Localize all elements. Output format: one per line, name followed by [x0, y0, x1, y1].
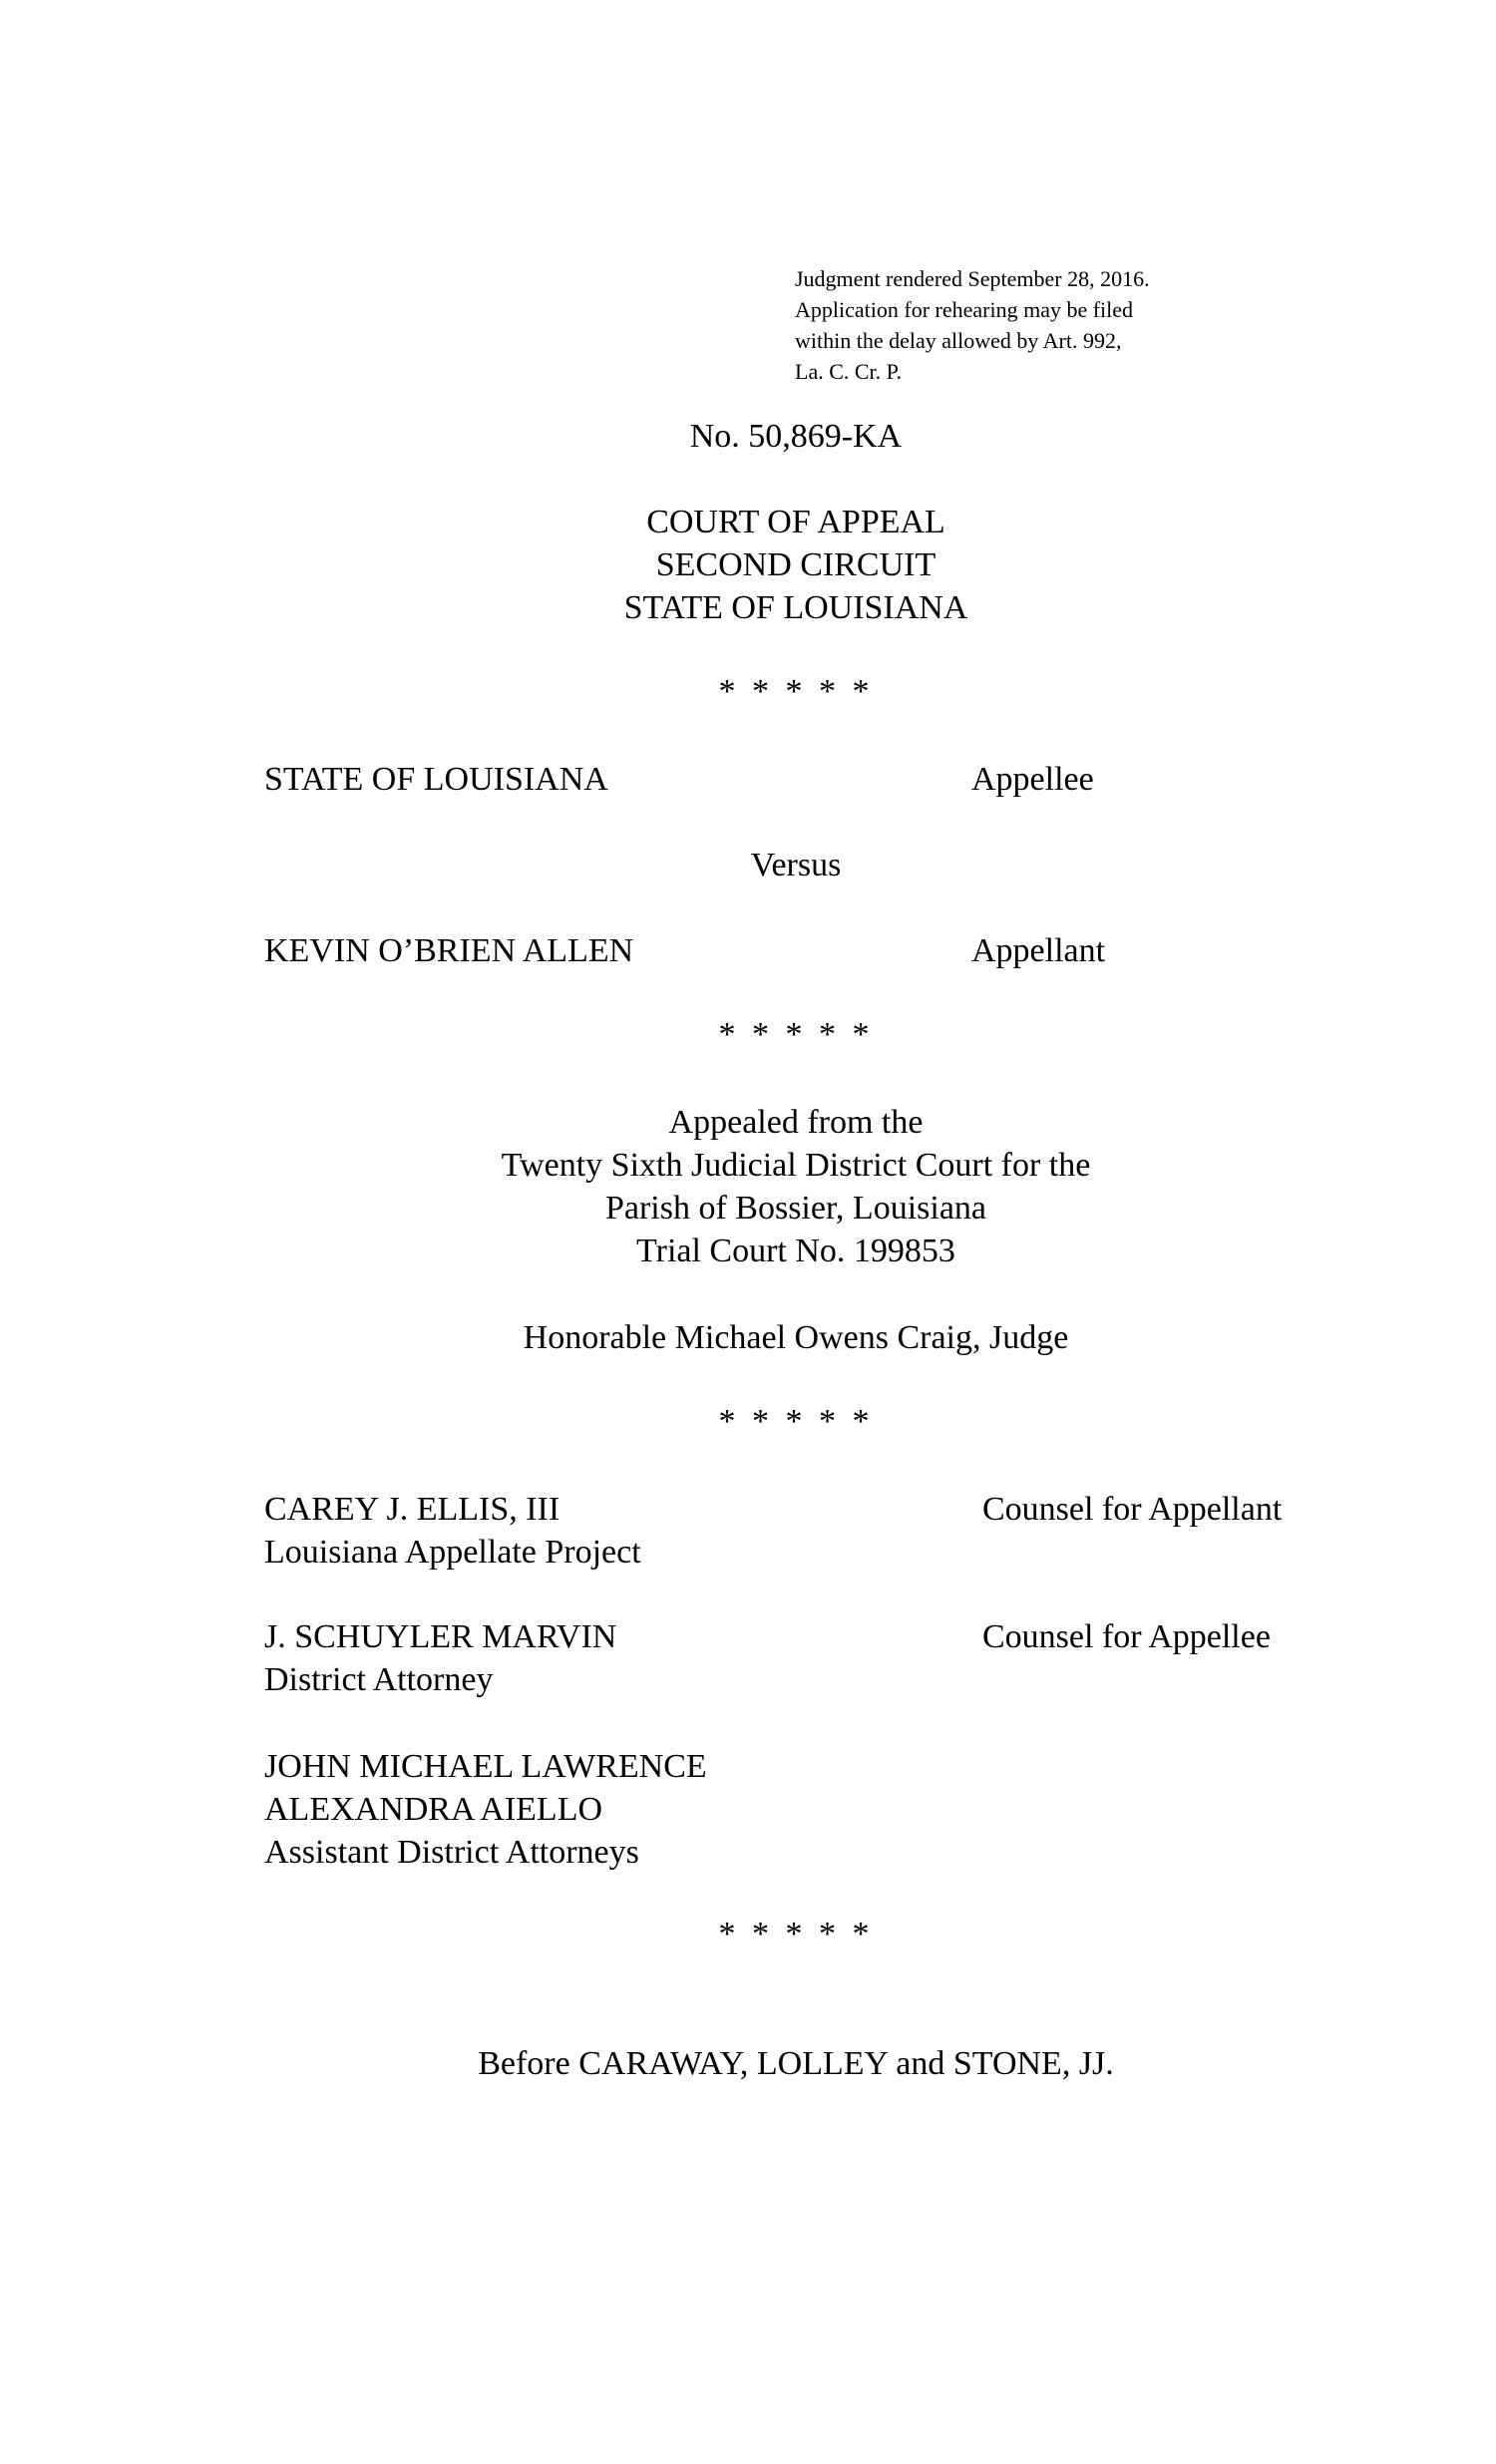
- court-name-line: SECOND CIRCUIT: [655, 546, 936, 583]
- counsel-appellee-title: District Attorney: [264, 1661, 494, 1698]
- appellant-role: Appellant: [971, 932, 1106, 969]
- docket-number: No. 50,869-KA: [689, 418, 903, 455]
- appellee-name: STATE OF LOUISIANA: [264, 761, 608, 798]
- section-separator: * * * * *: [718, 1016, 874, 1053]
- counsel-appellee-block: [264, 1615, 616, 1701]
- appellee-role: Appellee: [971, 761, 1094, 798]
- judgment-note-line: within the delay allowed by Art. 992,: [795, 328, 1122, 353]
- judgment-note-line: Judgment rendered September 28, 2016.: [795, 266, 1150, 291]
- judgment-note-line: Application for rehearing may be filed: [795, 297, 1134, 322]
- counsel-appellee-name: J. SCHUYLER MARVIN: [264, 1618, 617, 1655]
- court-name-line: STATE OF LOUISIANA: [623, 589, 968, 626]
- section-separator: * * * * *: [718, 1916, 874, 1952]
- appeal-origin-line: Appealed from the: [668, 1104, 924, 1141]
- section-separator: * * * * *: [718, 673, 874, 710]
- section-separator: * * * * *: [718, 1403, 874, 1440]
- appeal-origin-line: Twenty Sixth Judicial District Court for the: [501, 1147, 1091, 1184]
- judgment-note: [795, 263, 1150, 387]
- counsel-appellant-name: CAREY J. ELLIS, III: [264, 1491, 561, 1528]
- counsel-appellant-role: Counsel for Appellant: [982, 1491, 1283, 1528]
- appellant-name: KEVIN O’BRIEN ALLEN: [264, 932, 634, 969]
- court-name-line: COURT OF APPEAL: [646, 504, 945, 540]
- assistant-attorney-name: JOHN MICHAEL LAWRENCE: [264, 1748, 707, 1785]
- appeal-origin: [0, 1101, 1496, 1272]
- assistant-attorneys-block: [264, 1745, 707, 1874]
- assistant-attorneys-title: Assistant District Attorneys: [264, 1834, 639, 1871]
- trial-judge: Honorable Michael Owens Craig, Judge: [523, 1319, 1069, 1356]
- appeal-origin-line: Trial Court No. 199853: [636, 1232, 955, 1269]
- counsel-appellant-org: Louisiana Appellate Project: [264, 1534, 641, 1571]
- versus-label: Versus: [750, 847, 842, 883]
- court-name: [0, 501, 1496, 629]
- counsel-appellant-block: [264, 1488, 641, 1574]
- judgment-note-line: La. C. Cr. P.: [795, 359, 902, 384]
- appeal-origin-line: Parish of Bossier, Louisiana: [604, 1190, 987, 1227]
- judicial-panel: Before CARAWAY, LOLLEY and STONE, JJ.: [478, 2045, 1114, 2082]
- counsel-appellee-role: Counsel for Appellee: [982, 1618, 1271, 1655]
- assistant-attorney-name: ALEXANDRA AIELLO: [264, 1791, 603, 1828]
